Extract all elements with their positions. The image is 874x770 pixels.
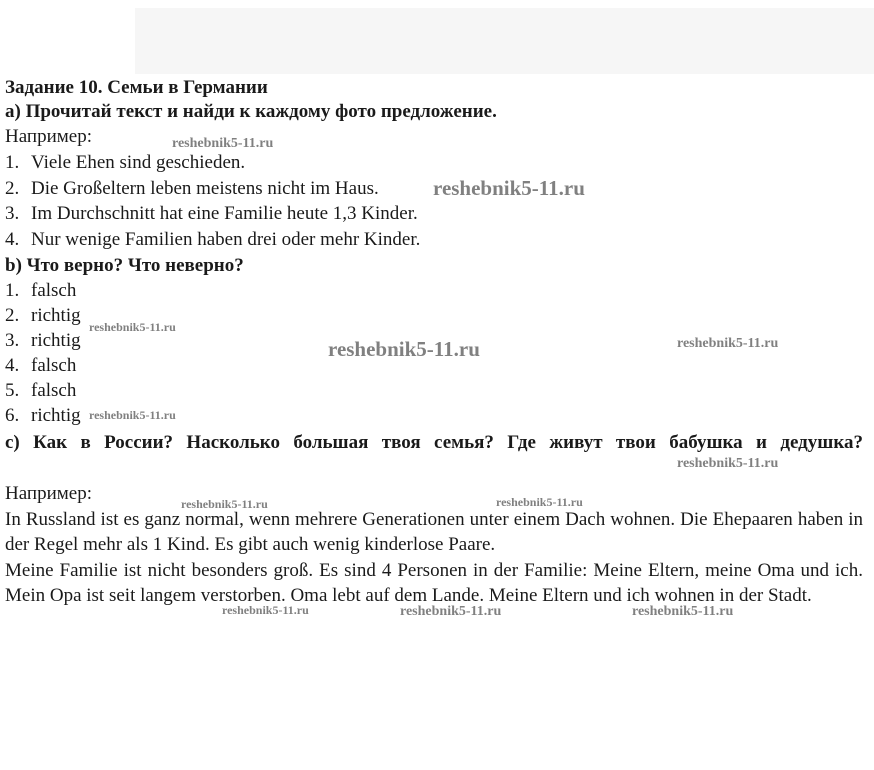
task-title: Задание 10. Семьи в Германии [5, 77, 268, 98]
part-c-paragraph-1: In Russland ist es ganz normal, wenn mehrere Generationen unter einem Dach wohnen. Die Ehepaaren haben in der Regel mehr als 1 Kind. Es gibt auch wenig kinderlose Paare. [5, 509, 863, 555]
item-number: 2. [5, 178, 20, 199]
part-b-item [5, 354, 76, 378]
watermark: reshebnik5-11.ru [222, 603, 309, 617]
item-number: 3. [5, 330, 20, 351]
watermark: reshebnik5-11.ru [496, 495, 583, 509]
part-c-paragraph-2: Meine Familie ist nicht besonders groß. Es sind 4 Personen in der Familie: Meine Eltern, meine Oma und ich. Mein Opa ist seit langem verstorben. Oma lebt auf dem Lande. Meine Eltern und ich wohnen in der Stadt. [5, 560, 863, 606]
part-a-item [5, 228, 420, 252]
part-c-example-label: Например: [5, 483, 92, 504]
item-number: 2. [5, 305, 20, 326]
watermark: reshebnik5-11.ru [400, 604, 502, 619]
item-number: 3. [5, 203, 20, 224]
item-number: 1. [5, 152, 20, 173]
item-text: falsch [31, 355, 77, 376]
item-text: Im Durchschnitt hat eine Familie heute 1,3 Kinder. [31, 203, 418, 224]
part-b-heading: b) Что верно? Что неверно? [5, 255, 244, 276]
part-a-item [5, 202, 418, 226]
watermark: reshebnik5-11.ru [328, 337, 480, 361]
item-text: falsch [31, 380, 77, 401]
part-a-heading: a) Прочитай текст и найди к каждому фото предложение. [5, 101, 497, 122]
item-text: Die Großeltern leben meistens nicht im Haus. [31, 178, 379, 199]
part-a-example-label: Например: [5, 126, 92, 147]
part-a-item [5, 151, 245, 175]
watermark: reshebnik5-11.ru [89, 408, 176, 422]
part-b-item [5, 379, 76, 403]
watermark: reshebnik5-11.ru [677, 456, 779, 471]
watermark: reshebnik5-11.ru [89, 320, 176, 334]
item-number: 5. [5, 380, 20, 401]
part-b-item [5, 279, 76, 303]
item-text: richtig [31, 330, 81, 351]
part-c-heading: c) Как в России? Насколько большая твоя семья? Где живут твои бабушка и дедушка? [5, 432, 863, 453]
part-b-item [5, 329, 81, 353]
item-text: falsch [31, 280, 77, 301]
watermark: reshebnik5-11.ru [677, 336, 779, 351]
item-text: richtig [31, 405, 81, 426]
scan-shade [135, 8, 874, 74]
item-text: Viele Ehen sind geschieden. [31, 152, 246, 173]
part-b-item [5, 304, 81, 328]
part-a-item [5, 177, 379, 201]
item-number: 4. [5, 355, 20, 376]
watermark: reshebnik5-11.ru [172, 136, 274, 151]
item-text: richtig [31, 305, 81, 326]
item-text: Nur wenige Familien haben drei oder mehr Kinder. [31, 229, 421, 250]
part-b-item [5, 404, 81, 428]
watermark: reshebnik5-11.ru [632, 604, 734, 619]
watermark: reshebnik5-11.ru [433, 176, 585, 200]
item-number: 6. [5, 405, 20, 426]
watermark: reshebnik5-11.ru [181, 497, 268, 511]
item-number: 4. [5, 229, 20, 250]
item-number: 1. [5, 280, 20, 301]
